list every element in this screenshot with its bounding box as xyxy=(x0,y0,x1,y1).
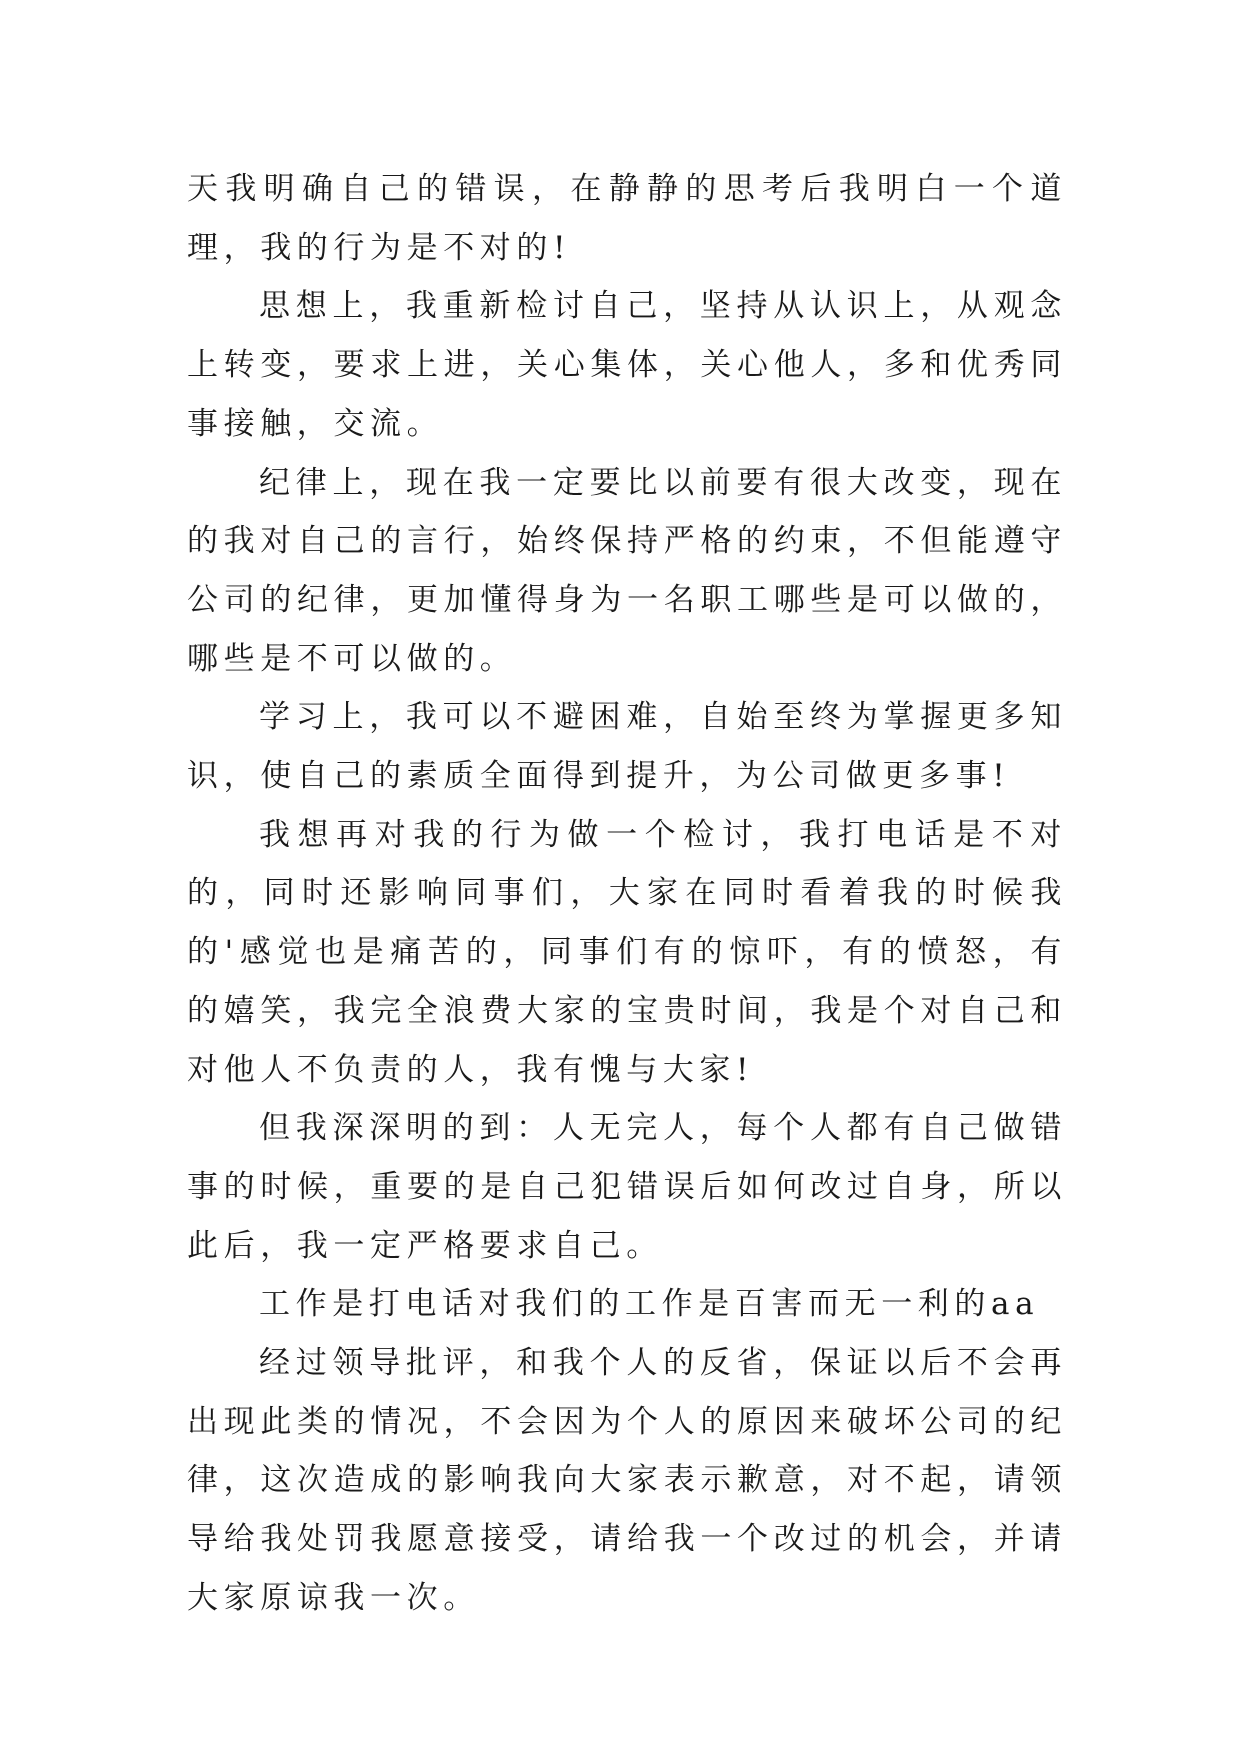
paragraph-7: 工作是打电话对我们的工作是百害而无一利的aa xyxy=(259,1286,1040,1323)
paragraph-3: 纪律上，现在我一定要比以前要有很大改变，现在的我对自己的言行，始终保持严格的约束，不但能遵守公司的纪律，更加懂得身为一名职工哪些是可以做的，哪些是不可以做的。 xyxy=(187,464,1067,677)
paragraph-1: 天我明确自己的错误，在静静的思考后我明白一个道理，我的行为是不对的! xyxy=(187,171,1067,266)
paragraph-8: 经过领导批评，和我个人的反省，保证以后不会再出现此类的情况，不会因为个人的原因来破坏公司的纪律，这次造成的影响我向大家表示歉意，对不起，请领导给我处罚我愿意接受，请给我一个改过的机会，并请大家原谅我一次。 xyxy=(187,1345,1067,1616)
paragraph-4: 学习上，我可以不避困难，自始至终为掌握更多知识，使自己的素质全面得到提升，为公司做更多事! xyxy=(187,699,1067,795)
paragraph-2: 思想上，我重新检讨自己，坚持从认识上，从观念上转变，要求上进，关心集体，关心他人，多和优秀同事接触，交流。 xyxy=(187,288,1067,442)
paragraph-5: 我想再对我的行为做一个检讨，我打电话是不对的，同时还影响同事们，大家在同时看着我的时候我的'感觉也是痛苦的，同事们有的惊吓，有的愤怒，有的嬉笑，我完全浪费大家的宝贵时间，我是个对自己和对他人不负责的人，我有愧与大家! xyxy=(187,816,1067,1088)
paragraph-6: 但我深深明的到：人无完人，每个人都有自己做错事的时候，重要的是自己犯错误后如何改过自身，所以此后，我一定严格要求自己。 xyxy=(187,1110,1067,1264)
document-body xyxy=(187,160,1067,1628)
